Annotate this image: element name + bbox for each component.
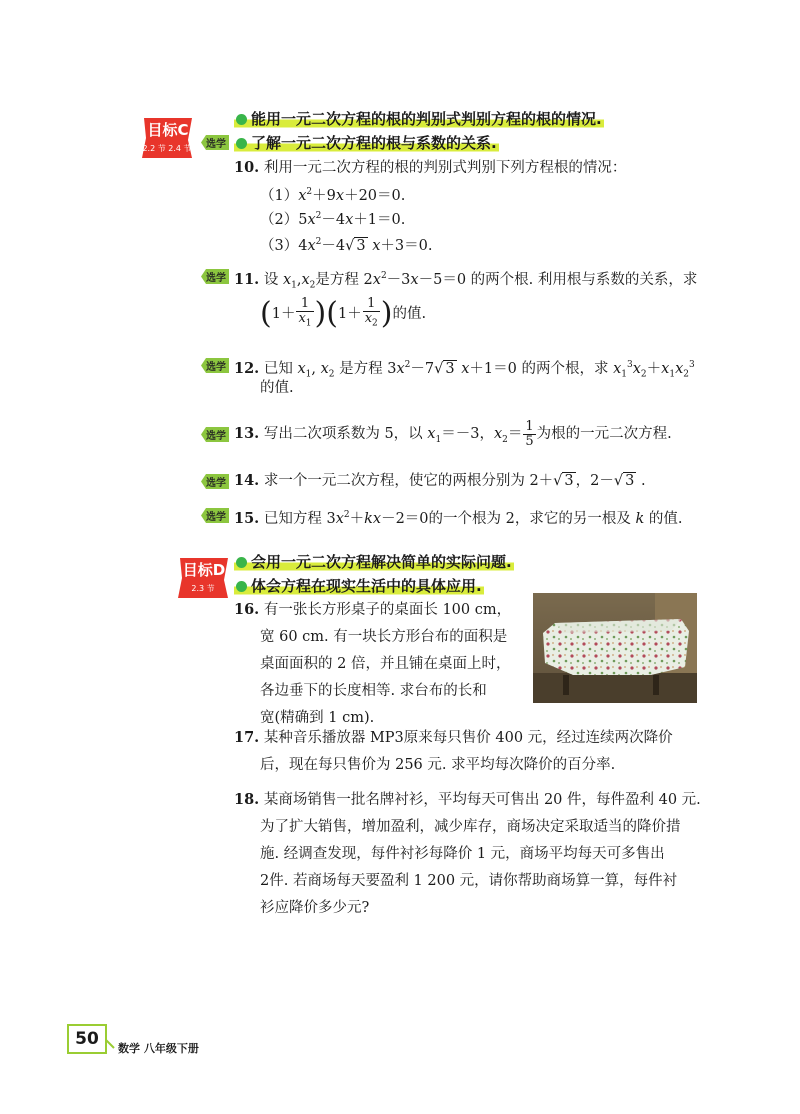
- goal-c-badge: [138, 116, 194, 160]
- goal-d-line-2: 体会方程在现实生活中的具体应用.: [234, 575, 484, 596]
- question-10-item-3: $(3)4x^2-4√$ 3 x＋3＝0.: [260, 237, 433, 254]
- bullet-dot-icon: [236, 138, 247, 149]
- bullet-dot-icon: [236, 581, 247, 592]
- question-text: 利用一元二次方程的根的判别式判别下列方程根的情况：: [263, 160, 627, 176]
- tablecloth-photo: [533, 593, 697, 703]
- question-16: 16. 有一张长方形桌子的桌面长 100 cm， 宽 60 cm. 有一块长方形台布的面积是 桌面面积的 2 倍，并且铺在桌面上时， 各边垂下的长度相等. 求台布的长和 宽(精确到 1 cm).: [234, 601, 512, 726]
- question-15: 15. 已知方程 $3x^2+kx-2=0$的一个根为 2，求它的另一根及 k 的值.: [234, 509, 683, 527]
- goal-c-line-2: 了解一元二次方程的根与系数的关系.: [234, 132, 499, 153]
- bullet-dot-icon: [236, 114, 247, 125]
- question-10-item-1: $(1)x^2+9x+20=0$.: [260, 187, 406, 204]
- question-18: 18. 某商场销售一批名牌衬衫，平均每天可售出 20 件，每件盈利 40 元. 为了扩大销售，增加盈利，减少库存，商场决定采取适当的降价措 施. 经调查发现，每件衬衫每降价 1 元，商场平均每天可多售出 2件. 若商场每天要盈利 1 200 元，请你帮助商场算一算，每件衬 衫应降价多少元?: [234, 791, 701, 916]
- optional-study-badge: 选学: [200, 134, 230, 151]
- optional-study-badge: 选学: [200, 473, 230, 490]
- goal-d-title: 目标D: [182, 561, 226, 579]
- optional-study-badge: 选学: [200, 507, 230, 524]
- goal-d-badge: [174, 556, 230, 600]
- question-17: 17. 某种音乐播放器 MP3原来每只售价 400 元，经过连续两次降价 后，现在每只售价为 256 元. 求平均每次降价的百分率.: [234, 729, 673, 773]
- question-number: 10.: [234, 159, 260, 176]
- goal-c-title: 目标C: [147, 121, 189, 139]
- optional-study-badge: 选学: [200, 426, 230, 443]
- goal-d-line-1: 会用一元二次方程解决简单的实际问题.: [234, 551, 514, 572]
- goal-c-line-1: 能用一元二次方程的根的判别式判别方程的根的情况.: [234, 108, 604, 129]
- goal-d-subtitle: 2.3 节: [191, 584, 215, 593]
- optional-study-badge: 选学: [200, 268, 230, 285]
- question-13: 13. 写出二次项系数为 5，以 $x_1=-3$，$x_2=$ $\frac{1}{5}$ 为根的一元二次方程.: [234, 418, 672, 449]
- book-title: 数学 八年级下册: [118, 1042, 199, 1055]
- bullet-dot-icon: [236, 557, 247, 568]
- question-14: 14. 求一个一元二次方程，使它的两根分别为 2＋√ 3 ，2－√ 3 .: [234, 472, 646, 489]
- optional-study-badge: 选学: [200, 357, 230, 374]
- page-number: 50: [67, 1024, 107, 1054]
- question-11: 11. 设 $x_1,x_2$是方程 $2x^2-3x-5=0$ 的两个根. 利用根与系数的关系，求: [234, 270, 698, 291]
- question-12: 12. 已知 $x_1$, $x_2$ 是方程 $3x^2-7√$ 3 x＋1＝0 的两个根，求 $x_1^3x_2+x_1x_2^3$: [234, 359, 695, 380]
- question-11-expression: (1＋ $\frac{1}{x_1}$ )(1＋ $\frac{1}{x_2}$ )的值.: [260, 296, 427, 331]
- question-12-cont: 的值.: [260, 380, 294, 396]
- question-10-item-2: $(2)5x^2-4x+1=0$.: [260, 211, 406, 228]
- question-10: [234, 156, 626, 180]
- goal-c-subtitle: 2.2 节 2.4 节: [142, 144, 192, 153]
